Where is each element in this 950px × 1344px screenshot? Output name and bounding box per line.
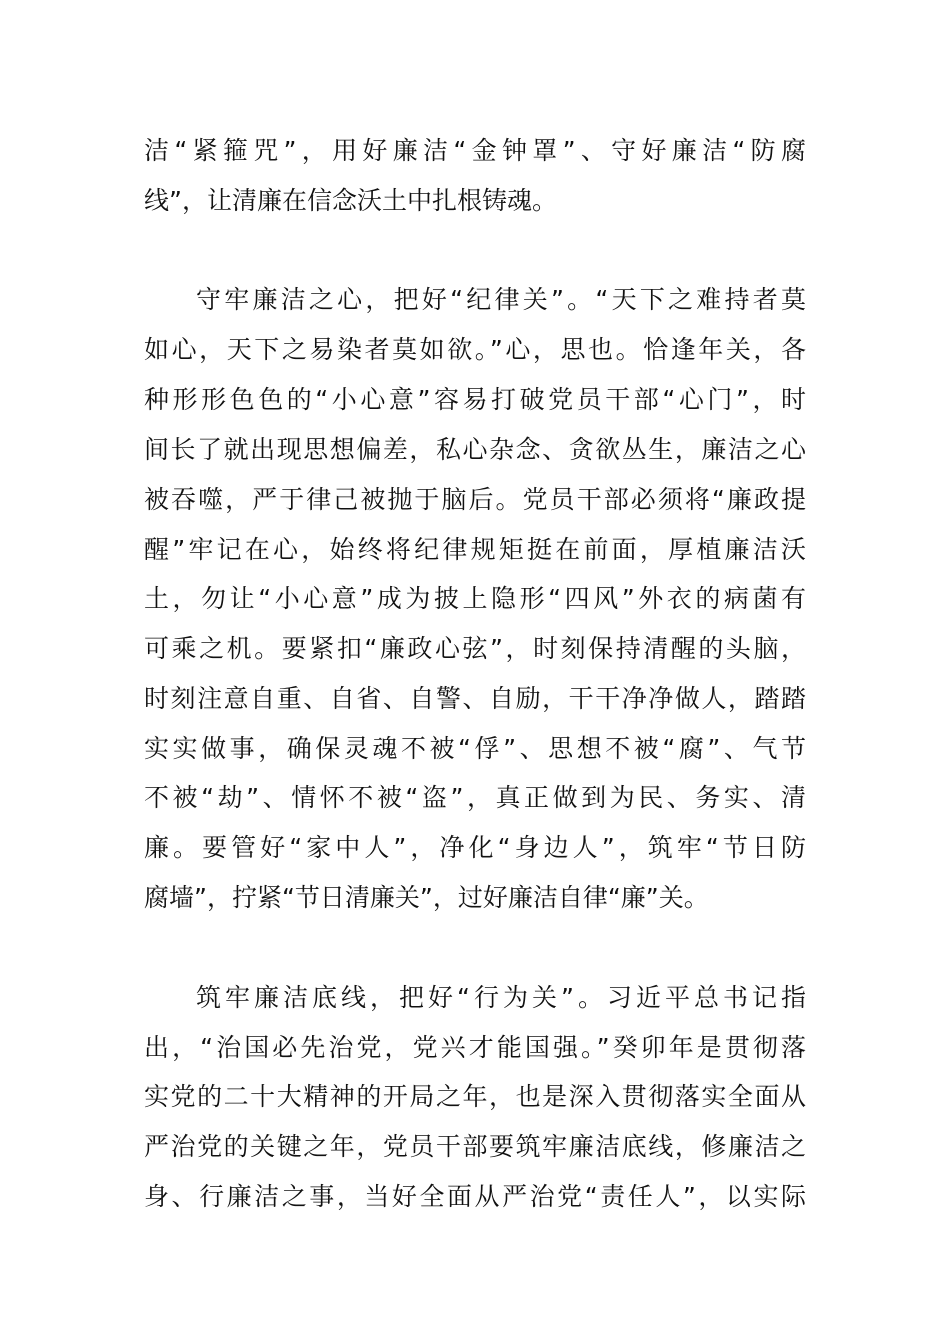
paragraph-first-line: 筑牢廉洁底线，把好“行为关”。习近平总书记指 <box>196 983 806 1012</box>
text-line: 如心，天下之易染者莫如欲。”心，思也。恰逢年关，各 <box>144 335 806 364</box>
text-line: 时刻注意自重、自省、自警、自励，干干净净做人，踏踏 <box>144 684 806 713</box>
text-line: 种形形色色的“小心意”容易打破党员干部“心门”，时 <box>144 385 806 414</box>
text-line: 可乘之机。要紧扣“廉政心弦”，时刻保持清醒的头脑， <box>144 634 806 663</box>
text-line: 出，“治国必先治党，党兴才能国强。”癸卯年是贯彻落 <box>144 1033 806 1062</box>
text-line: 腐墙”，拧紧“节日清廉关”，过好廉洁自律“廉”关。 <box>144 883 709 912</box>
text-line: 洁“紧箍咒”，用好廉洁“金钟罩”、守好廉洁“防腐 <box>144 136 806 165</box>
text-line: 醒”牢记在心，始终将纪律规矩挺在前面，厚植廉洁沃 <box>144 535 806 564</box>
text-line: 间长了就出现思想偏差，私心杂念、贪欲丛生，廉洁之心 <box>144 435 806 464</box>
text-line: 严治党的关键之年，党员干部要筑牢廉洁底线，修廉洁之 <box>144 1132 806 1161</box>
text-line: 廉。要管好“家中人”，净化“身边人”，筑牢“节日防 <box>144 833 806 862</box>
paragraph-first-line: 守牢廉洁之心，把好“纪律关”。“天下之难持者莫 <box>196 285 806 314</box>
text-line: 身、行廉洁之事，当好全面从严治党“责任人”，以实际 <box>144 1182 806 1211</box>
text-line: 土，勿让“小心意”成为披上隐形“四风”外衣的病菌有 <box>144 584 806 613</box>
text-line: 不被“劫”、情怀不被“盗”，真正做到为民、务实、清 <box>144 783 806 812</box>
text-line: 被吞噬，严于律己被抛于脑后。党员干部必须将“廉政提 <box>144 485 806 514</box>
text-line: 线”，让清廉在信念沃土中扎根铸魂。 <box>144 186 557 215</box>
text-line: 实实做事，确保灵魂不被“俘”、思想不被“腐”、气节 <box>144 734 806 763</box>
text-line: 实党的二十大精神的开局之年，也是深入贯彻落实全面从 <box>144 1082 806 1111</box>
